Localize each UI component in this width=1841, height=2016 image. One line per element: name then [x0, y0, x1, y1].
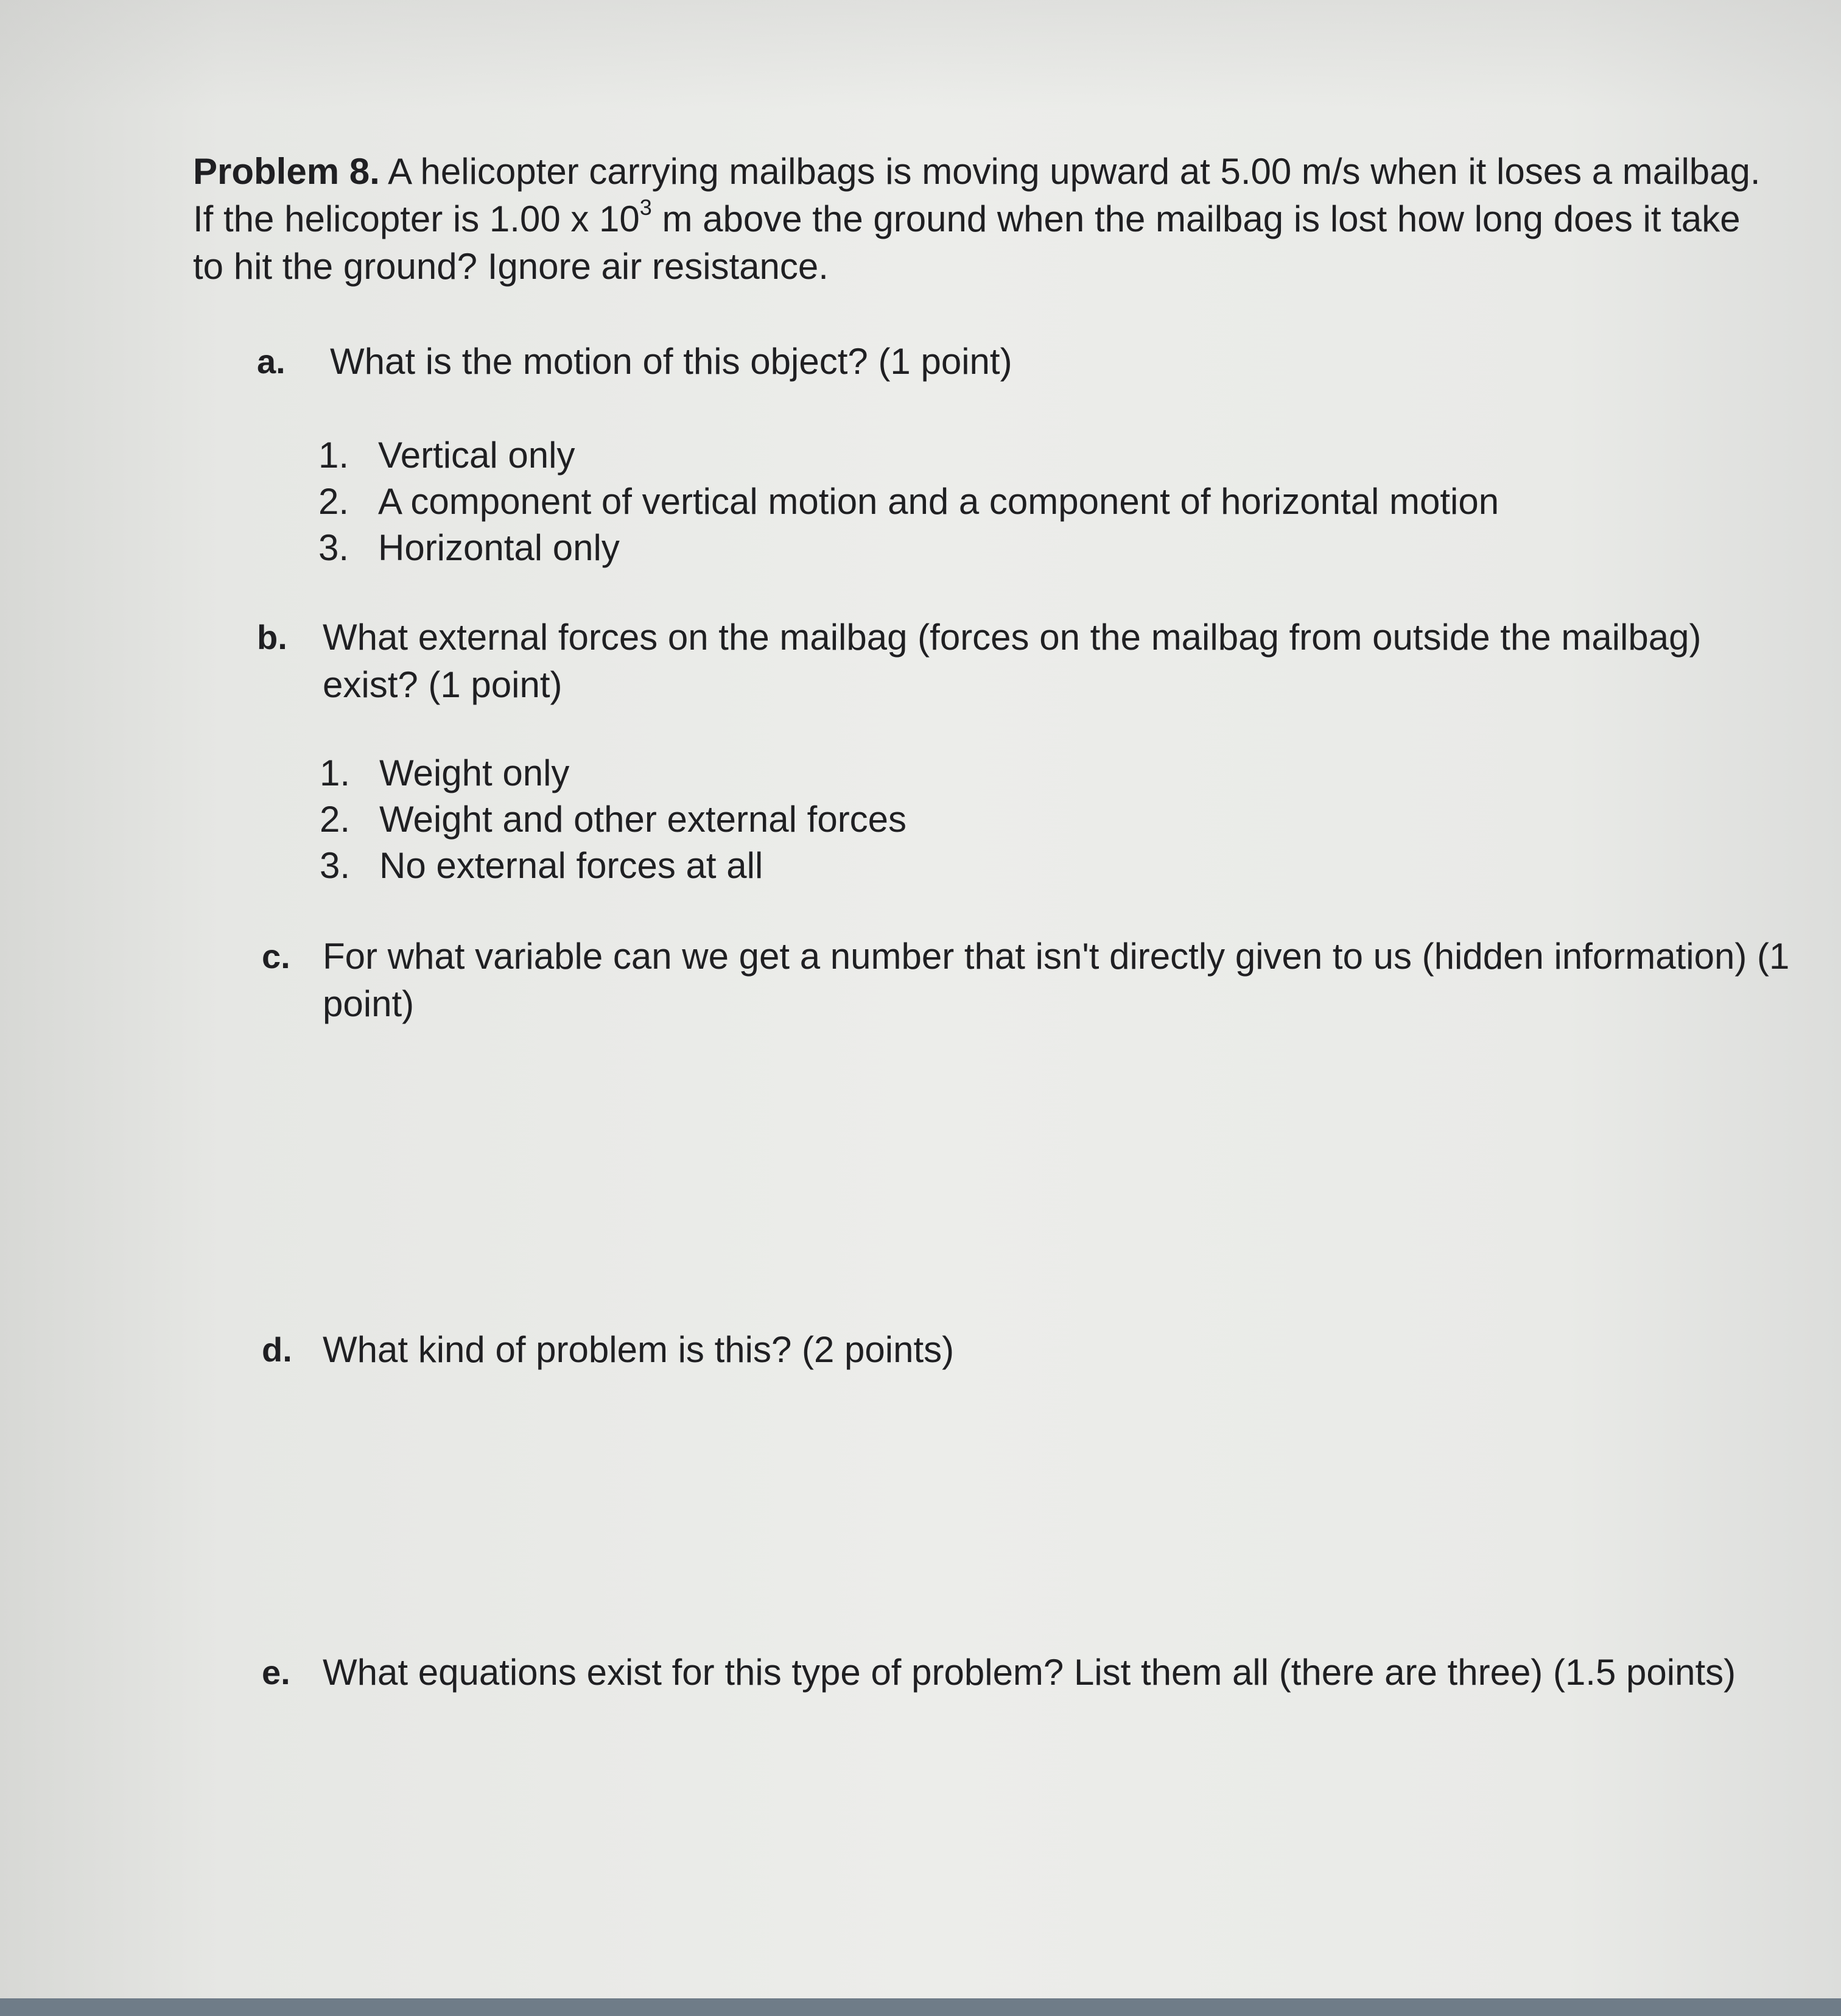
question-text: For what variable can we get a number that isn't directly given to us (hidden information) (1 point): [323, 936, 1790, 1024]
question-a: [257, 338, 1803, 385]
problem-label: Problem 8.: [193, 151, 380, 192]
options-list-b: [320, 750, 906, 889]
option-number: 3.: [318, 527, 349, 568]
question-e: [262, 1649, 1796, 1696]
question-letter: d.: [262, 1330, 292, 1369]
option-number: 1.: [318, 435, 349, 476]
option-item: [318, 479, 1499, 525]
problem-text-part-1: A helicopter carrying mailbags is moving upward at 5.00 m/s when it loses a mailbag. If the helicopter is 1.00 x 10: [193, 151, 1761, 239]
option-text: Vertical only: [378, 435, 575, 476]
question-letter: e.: [262, 1653, 290, 1691]
monitor-bezel-edge: [0, 1998, 1841, 2016]
option-number: 1.: [320, 753, 351, 793]
problem-text-part-2: m above the ground when the mailbag is lost how long does it take to hit the ground? Ignore air resistance.: [193, 198, 1741, 287]
question-d: [262, 1326, 1796, 1374]
question-letter: b.: [257, 618, 287, 656]
option-number: 3.: [320, 845, 351, 886]
option-number: 2.: [318, 481, 349, 522]
question-b: [257, 614, 1796, 709]
option-item: [320, 750, 906, 796]
option-text: Weight only: [379, 753, 570, 793]
option-item: [318, 432, 1499, 479]
question-text: What external forces on the mailbag (forces on the mailbag from outside the mailbag) exist? (1 point): [323, 617, 1702, 705]
question-text: What is the motion of this object? (1 point): [330, 341, 1012, 382]
question-letter: a.: [257, 342, 286, 381]
option-number: 2.: [320, 799, 351, 840]
question-text: What equations exist for this type of problem? List them all (there are three) (1.5 points): [323, 1652, 1736, 1693]
option-item: [320, 843, 906, 889]
problem-exponent: 3: [639, 195, 652, 220]
question-letter: c.: [262, 937, 290, 975]
option-item: [318, 525, 1499, 571]
option-text: Horizontal only: [378, 527, 620, 568]
question-c: [262, 933, 1796, 1028]
option-text: No external forces at all: [379, 845, 763, 886]
question-text: What kind of problem is this? (2 points): [323, 1329, 955, 1370]
photo-shading: [0, 0, 1841, 110]
problem-statement: [193, 148, 1776, 290]
option-text: Weight and other external forces: [379, 799, 907, 840]
option-item: [320, 796, 906, 843]
option-text: A component of vertical motion and a component of horizontal motion: [378, 481, 1499, 522]
options-list-a: [318, 432, 1499, 571]
